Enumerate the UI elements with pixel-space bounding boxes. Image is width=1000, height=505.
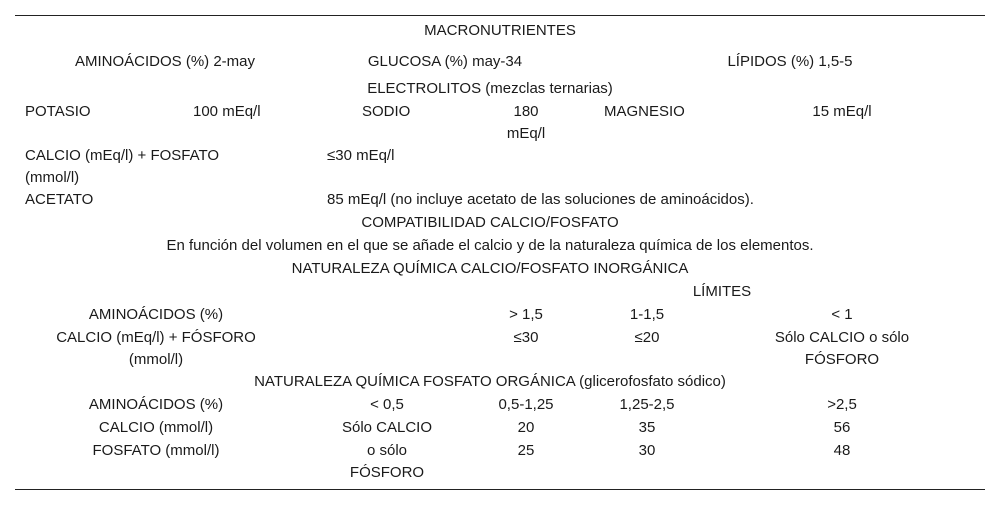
sodio-value-line1: 180 [513, 103, 539, 120]
sodio-label: SODIO [362, 103, 411, 120]
lipidos-range: LÍPIDOS (%) 1,5-5 [727, 53, 853, 70]
organica-row-calcio-c1: Sólo CALCIO [341, 419, 433, 436]
calcio-fosfato-label-line2: (mmol/l) [25, 169, 80, 186]
organica-row-aminoacidos-c4: >2,5 [827, 396, 857, 413]
organica-row-calcio-c4: 56 [833, 419, 851, 436]
inorganica-row-calcio-label-line2: (mmol/l) [128, 351, 184, 368]
inorganica-title: NATURALEZA QUÍMICA CALCIO/FOSFATO INORGÁNICA [291, 260, 689, 277]
organica-row-fosfato-c2: 25 [517, 442, 535, 459]
organica-row-aminoacidos-label: AMINOÁCIDOS (%) [88, 396, 224, 413]
organica-title: NATURALEZA QUÍMICA FOSFATO ORGÁNICA (glicerofosfato sódico) [254, 373, 726, 390]
organica-row-calcio-label: CALCIO (mmol/l) [98, 419, 214, 436]
inorganica-row-calcio-c3-line1: Sólo CALCIO o sólo [774, 329, 910, 346]
inorganica-row-calcio-c3-line2: FÓSFORO [804, 351, 880, 368]
potasio-value: 100 mEq/l [193, 103, 261, 120]
aminoacidos-range: AMINOÁCIDOS (%) 2-may [74, 53, 255, 70]
limites-header: LÍMITES [692, 283, 752, 300]
compatibilidad-title: COMPATIBILIDAD CALCIO/FOSFATO [361, 214, 619, 231]
organica-row-fosfato-c3: 30 [638, 442, 656, 459]
sodio-value-line2: mEq/l [506, 125, 546, 142]
magnesio-label: MAGNESIO [604, 103, 685, 120]
glucosa-range: GLUCOSA (%) may-34 [367, 53, 523, 70]
organica-row-calcio-c2: 20 [517, 419, 535, 436]
organica-row-fosfato-label: FOSFATO (mmol/l) [92, 442, 220, 459]
organica-row-fosfato-c1-line2: FÓSFORO [349, 464, 425, 481]
inorganica-row-calcio-c2: ≤20 [634, 329, 660, 346]
macronutrientes-title: MACRONUTRIENTES [424, 22, 576, 39]
organica-row-calcio-c3: 35 [638, 419, 656, 436]
inorganica-row-aminoacidos-c2: 1-1,5 [629, 306, 665, 323]
calcio-fosfato-label-line1: CALCIO (mEq/l) + FOSFATO [25, 147, 220, 164]
inorganica-row-calcio-c1: ≤30 [513, 329, 539, 346]
organica-row-aminoacidos-c2: 0,5-1,25 [498, 396, 554, 413]
magnesio-value: 15 mEq/l [812, 103, 872, 120]
acetato-label: ACETATO [25, 191, 94, 208]
inorganica-row-aminoacidos-c3: < 1 [831, 306, 853, 323]
organica-row-fosfato-c4: 48 [833, 442, 851, 459]
inorganica-row-aminoacidos-label: AMINOÁCIDOS (%) [88, 306, 224, 323]
organica-row-fosfato-c1-line1: o sólo [366, 442, 408, 459]
organica-row-aminoacidos-c3: 1,25-2,5 [619, 396, 675, 413]
electrolitos-title: ELECTROLITOS (mezclas ternarias) [367, 80, 613, 97]
top-rule [15, 15, 985, 16]
acetato-value: 85 mEq/l (no incluye acetato de las soluciones de aminoácidos). [327, 191, 754, 208]
bottom-rule [15, 489, 985, 490]
inorganica-row-aminoacidos-c1: > 1,5 [509, 306, 543, 323]
compatibilidad-description: En función del volumen en el que se añade el calcio y de la naturaleza química de los elementos. [166, 237, 814, 254]
organica-row-aminoacidos-c1: < 0,5 [370, 396, 404, 413]
calcio-fosfato-value: ≤30 mEq/l [327, 147, 395, 164]
potasio-label: POTASIO [25, 103, 91, 120]
inorganica-row-calcio-label-line1: CALCIO (mEq/l) + FÓSFORO [56, 329, 256, 346]
